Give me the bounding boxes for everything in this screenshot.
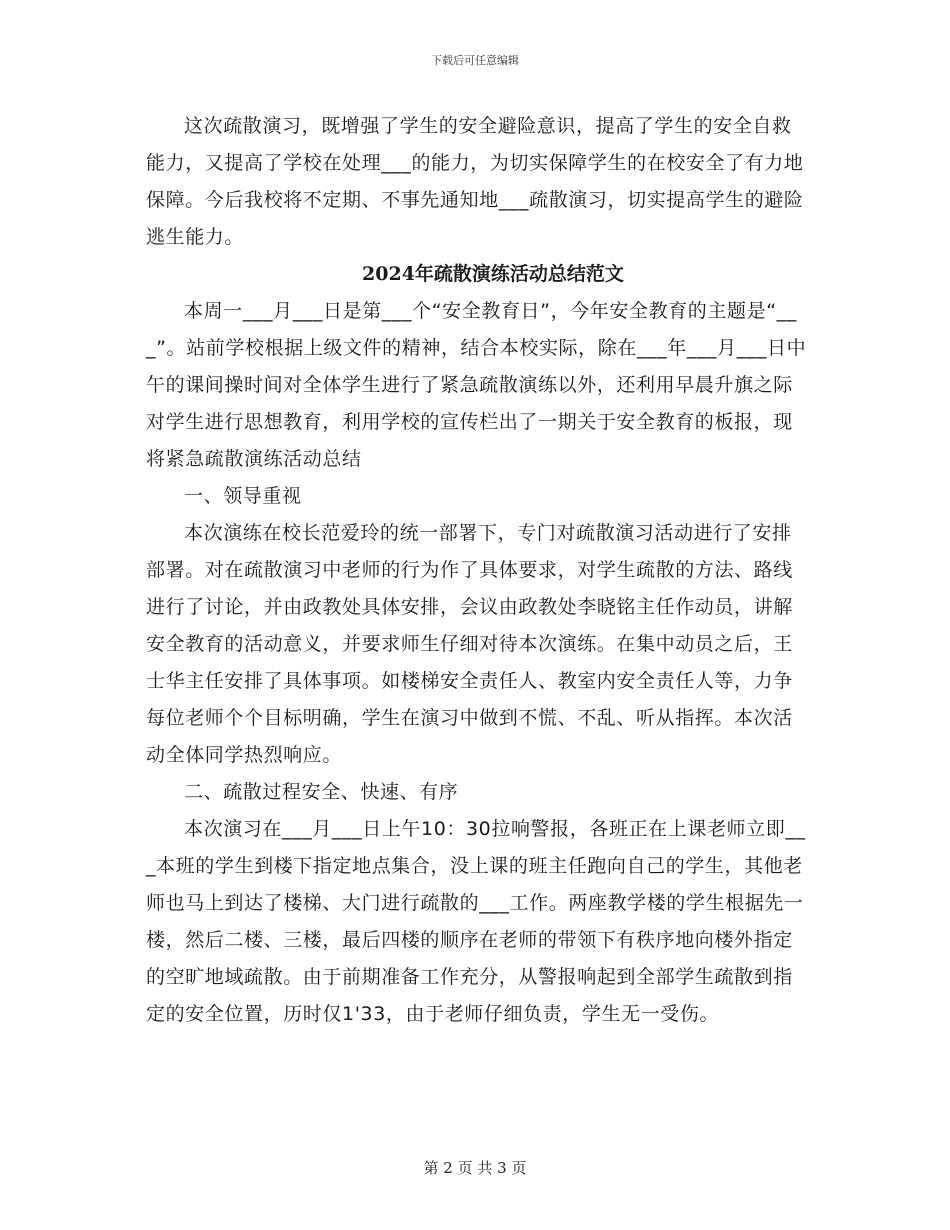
document-body (146, 108, 810, 1033)
intro-paragraph: 这次疏散演习，既增强了学生的安全避险意识，提高了学生的安全自救能力，又提高了学校在处理___的能力，为切实保障学生的在校安全了有力地保障。今后我校将不定期、不事先通知地___疏散演习，切实提高学生的避险逃生能力。 (146, 115, 804, 248)
article-title: 2024年疏散演练活动总结范文 (362, 263, 624, 285)
page-number: 第 2 页 共 3 页 (423, 1159, 527, 1177)
section-heading-2: 二、疏散过程安全、快速、有序 (184, 781, 459, 803)
paragraph-3: 本次演习在___月___日上午10：30拉响警报，各班正在上课老师立即___本班的学生到楼下指定地点集合，没上课的班主任跑向自己的学生，其他老师也马上到达了楼梯、大门进行疏散的___工作。两座教学楼的学生根据先一楼，然后二楼、三楼，最后四楼的顺序在老师的带领下有秩序地向楼外指定的空旷地域疏散。由于前期准备工作充分，从警报响起到全部学生疏散到指定的安全位置，历时仅1'33，由于老师仔细负责，学生无一受伤。 (146, 818, 806, 1025)
paragraph-2: 本次演练在校长范爱玲的统一部署下，专门对疏散演习活动进行了安排部署。对在疏散演习中老师的行为作了具体要求，对学生疏散的方法、路线进行了讨论，并由政教处具体安排，会议由政教处李晓铭主任作动员，讲解安全教育的活动意义，并要求师生仔细对待本次演练。在集中动员之后，王士华主任安排了具体事项。如楼梯安全责任人、教室内安全责任人等，力争每位老师个个目标明确，学生在演习中做到不慌、不乱、听从指挥。本次活动全体同学热烈响应。 (146, 522, 793, 766)
section-heading-1: 一、领导重视 (184, 485, 302, 507)
page-header: 下载后可任意编辑 (431, 54, 519, 67)
paragraph-1: 本周一___月___日是第___个“安全教育日”，今年安全教育的主题是“___”。站前学校根据上级文件的精神，结合本校实际，除在___年___月___日中午的课间操时间对全体学生进行了紧急疏散演练以外，还利用早晨升旗之际对学生进行思想教育，利用学校的宣传栏出了一期关于安全教育的板报，现将紧急疏散演练活动总结 (146, 300, 807, 470)
